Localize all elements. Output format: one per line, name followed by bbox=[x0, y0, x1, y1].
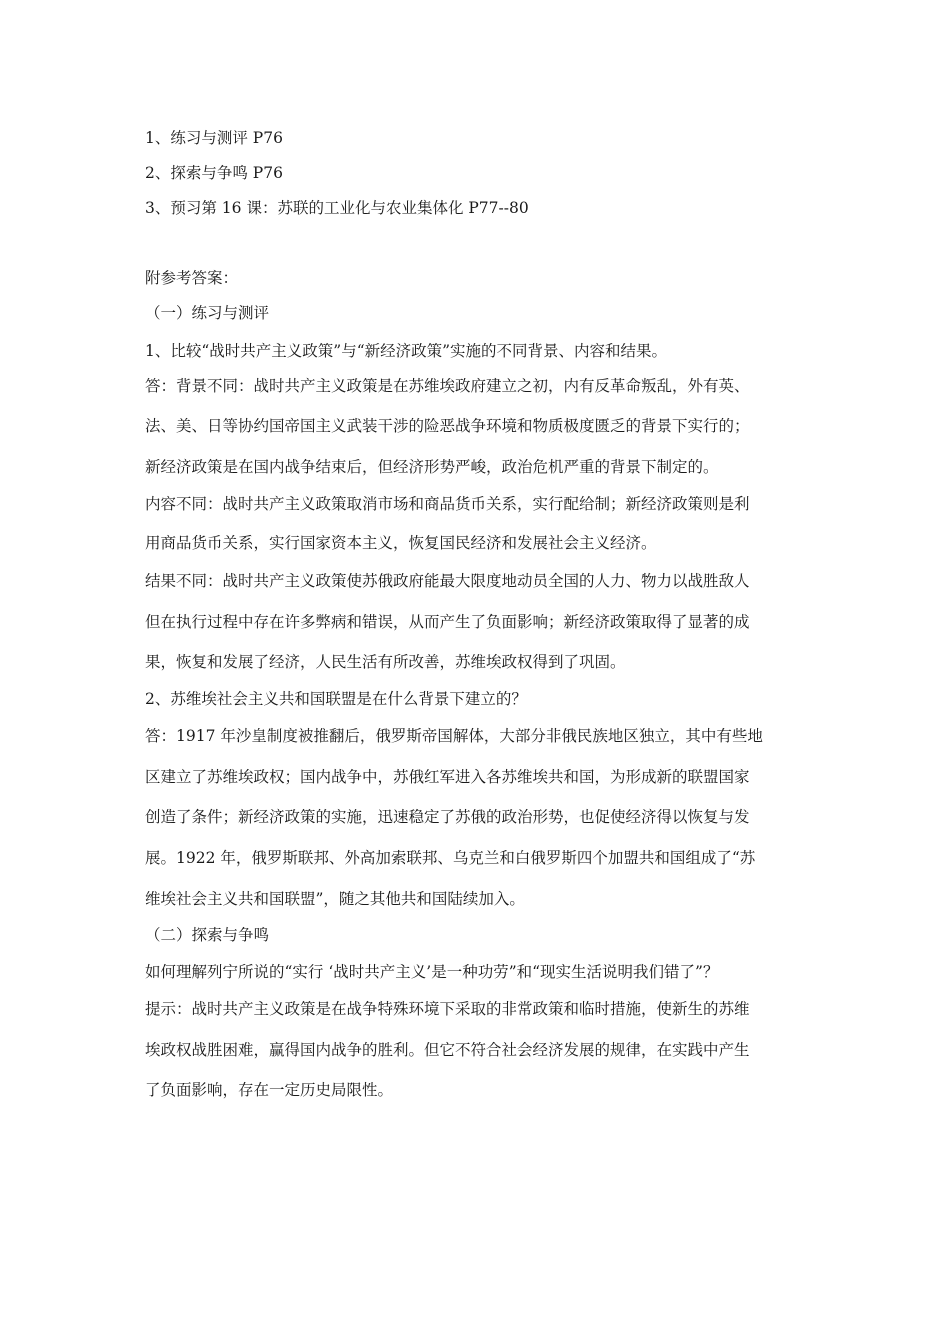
hint-line: 了负面影响，存在一定历史局限性。 bbox=[145, 1081, 394, 1099]
answer-1-line: 结果不同：战时共产主义政策使苏俄政府能最大限度地动员全国的人力、物力以战胜敌人 bbox=[145, 572, 750, 590]
homework-item-1: 1、练习与测评 P76 bbox=[145, 129, 283, 147]
question-2: 2、苏维埃社会主义共和国联盟是在什么背景下建立的？ bbox=[145, 690, 527, 708]
question-3: 如何理解列宁所说的“实行 ‘战时共产主义’是一种功劳”和“现实生活说明我们错了”？ bbox=[145, 963, 719, 981]
answer-2-line: 答：1917 年沙皇制度被推翻后，俄罗斯帝国解体，大部分非俄民族地区独立，其中有些地 bbox=[145, 727, 763, 745]
question-1: 1、比较“战时共产主义政策”与“新经济政策”实施的不同背景、内容和结果。 bbox=[145, 342, 668, 360]
hint-line: 埃政权战胜困难，赢得国内战争的胜利。但它不符合社会经济发展的规律，在实践中产生 bbox=[145, 1041, 750, 1059]
answer-2-line: 区建立了苏维埃政权；国内战争中，苏俄红军进入各苏维埃共和国，为形成新的联盟国家 bbox=[145, 768, 750, 786]
answer-1-line: 果，恢复和发展了经济，人民生活有所改善，苏维埃政权得到了巩固。 bbox=[145, 653, 626, 671]
answer-1-line: 新经济政策是在国内战争结束后，但经济形势严峻，政治危机严重的背景下制定的。 bbox=[145, 458, 719, 476]
hint-line: 提示：战时共产主义政策是在战争特殊环境下采取的非常政策和临时措施，使新生的苏维 bbox=[145, 1000, 750, 1018]
answer-2-line: 创造了条件；新经济政策的实施，迅速稳定了苏俄的政治形势，也促使经济得以恢复与发 bbox=[145, 808, 750, 826]
answer-1-line: 内容不同：战时共产主义政策取消市场和商品货币关系，实行配给制；新经济政策则是利 bbox=[145, 495, 750, 513]
answer-1-line: 用商品货币关系，实行国家资本主义，恢复国民经济和发展社会主义经济。 bbox=[145, 534, 657, 552]
answer-2-line: 维埃社会主义共和国联盟”，随之其他共和国陆续加入。 bbox=[145, 890, 525, 908]
answer-2-line: 展。1922 年，俄罗斯联邦、外高加索联邦、乌克兰和白俄罗斯四个加盟共和国组成了“苏 bbox=[145, 849, 756, 867]
homework-item-3: 3、预习第 16 课：苏联的工业化与农业集体化 P77--80 bbox=[145, 199, 529, 217]
answer-1-line: 法、美、日等协约国帝国主义武装干涉的险恶战争环境和物质极度匮乏的背景下实行的； bbox=[145, 417, 750, 435]
answers-heading: 附参考答案： bbox=[145, 269, 239, 287]
section2-title: （二）探索与争鸣 bbox=[145, 926, 270, 944]
homework-item-2: 2、探索与争鸣 P76 bbox=[145, 164, 283, 182]
answer-1-line: 答：背景不同：战时共产主义政策是在苏维埃政府建立之初，内有反革命叛乱，外有英、 bbox=[145, 377, 750, 395]
section1-title: （一）练习与测评 bbox=[145, 304, 270, 322]
answer-1-line: 但在执行过程中存在许多弊病和错误，从而产生了负面影响；新经济政策取得了显著的成 bbox=[145, 613, 750, 631]
